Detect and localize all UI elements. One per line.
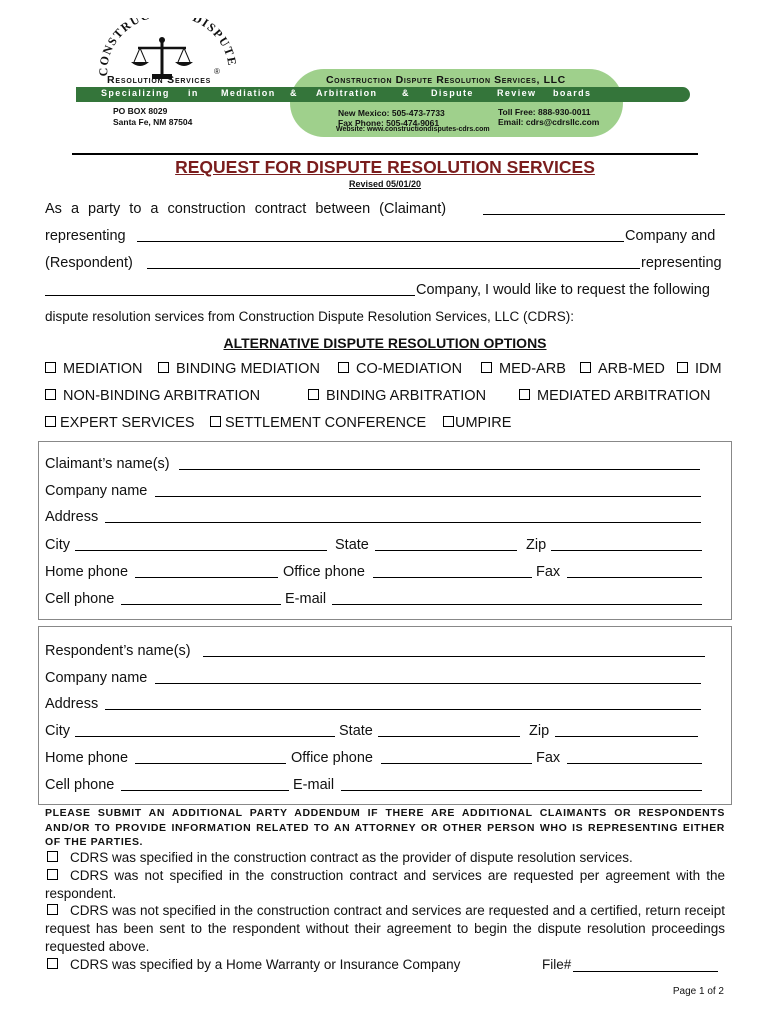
file-number-label: File# xyxy=(542,956,572,972)
field-label: Home phone xyxy=(45,750,129,766)
checkbox[interactable] xyxy=(519,389,530,400)
field-label: Home phone xyxy=(45,564,129,580)
checkbox[interactable] xyxy=(338,362,349,373)
respondent-home-phone-input[interactable] xyxy=(135,750,286,764)
field-label: Fax xyxy=(536,564,561,580)
claimant-city-row xyxy=(45,537,705,553)
option-label: MED-ARB xyxy=(499,361,566,377)
option-mediation[interactable] xyxy=(45,361,142,377)
claimant-home-phone-input[interactable] xyxy=(135,564,278,578)
checkbox[interactable] xyxy=(158,362,169,373)
tagline-word: Dispute xyxy=(431,88,474,98)
checkbox[interactable] xyxy=(443,416,454,427)
option-idm[interactable] xyxy=(677,361,722,377)
field-label: City xyxy=(45,537,70,553)
checkbox[interactable] xyxy=(45,362,56,373)
respondent-city-input[interactable] xyxy=(75,723,335,737)
option-label: MEDIATED ARBITRATION xyxy=(537,388,711,404)
claimant-company-row xyxy=(45,483,705,499)
claimant-cell-input[interactable] xyxy=(121,591,281,605)
logo-arc-text: CONSTRU DISPUTE xyxy=(96,18,240,77)
toll-free: Toll Free: 888-930-0011 xyxy=(498,107,591,117)
registered-mark: ® xyxy=(214,67,220,76)
claimant-cell-row xyxy=(45,591,705,607)
field-label: City xyxy=(45,723,70,739)
field-label: Zip xyxy=(526,537,547,553)
respondent-company-row xyxy=(45,670,705,686)
claimant-state-input[interactable] xyxy=(375,537,517,551)
field-label: Address xyxy=(45,696,99,712)
claimant-address-row xyxy=(45,509,705,525)
option-mediated-arbitration[interactable] xyxy=(519,388,710,404)
intro-text: Company and xyxy=(625,228,716,244)
checkbox[interactable] xyxy=(580,362,591,373)
respondent-address-row xyxy=(45,696,705,712)
checkbox[interactable] xyxy=(47,958,58,969)
field-label: Office phone xyxy=(283,564,365,580)
field-label: Cell phone xyxy=(45,591,115,607)
checkbox[interactable] xyxy=(45,416,56,427)
respondent-state-input[interactable] xyxy=(378,723,520,737)
field-label: Company name xyxy=(45,483,148,499)
claimant-zip-input[interactable] xyxy=(551,537,702,551)
option-co-mediation[interactable] xyxy=(338,361,462,377)
claimant-email-input[interactable] xyxy=(332,591,702,605)
check-item[interactable] xyxy=(45,902,725,955)
option-expert-services[interactable] xyxy=(45,415,195,431)
tagline-word: Arbitration xyxy=(316,88,378,98)
intro-line-2 xyxy=(45,228,725,244)
field-label: Company name xyxy=(45,670,148,686)
company-name: Construction Dispute Resolution Services, LLC xyxy=(326,74,566,86)
intro-text: Company, I would like to request the following xyxy=(416,282,710,298)
city-state: Santa Fe, NM 87504 xyxy=(113,117,193,127)
tagline-word: Review xyxy=(497,88,537,98)
checkbox[interactable] xyxy=(677,362,688,373)
claimant-name-row xyxy=(45,456,705,472)
claimant-company-input[interactable] xyxy=(155,483,701,497)
check-label: CDRS was not specified in the construction contract and services are requested and a certified, return receipt request has been sent to the respondent without their agreement to begin the dispute resolution proceedings requested above. xyxy=(45,903,725,954)
respondent-email-input[interactable] xyxy=(341,777,702,791)
agreement-checks xyxy=(45,849,725,974)
phone-block xyxy=(338,108,445,128)
respondent-phone-row xyxy=(45,750,705,766)
po-box: PO BOX 8029 xyxy=(113,106,168,116)
mailing-address xyxy=(113,106,192,128)
respondent-address-input[interactable] xyxy=(105,696,701,710)
respondent-cell-row xyxy=(45,777,705,793)
website-link[interactable]: Website: www.constructiondisputes-cdrs.com xyxy=(336,126,490,133)
respondent-city-row xyxy=(45,723,705,739)
field-label: E-mail xyxy=(285,591,327,607)
field-label: Claimant’s name(s) xyxy=(45,456,170,472)
option-label: MEDIATION xyxy=(63,361,143,377)
option-settlement-conference[interactable] xyxy=(210,415,426,431)
checkbox[interactable] xyxy=(210,416,221,427)
revised-date: Revised 05/01/20 xyxy=(348,179,422,189)
tagline-word: in xyxy=(188,88,199,98)
checkbox[interactable] xyxy=(47,904,58,915)
tagline-word: Specializing xyxy=(101,88,170,98)
addendum-notice: PLEASE SUBMIT AN ADDITIONAL PARTY ADDENDUM IF THERE ARE ADDITIONAL CLAIMANTS OR RESPONDENTS AND/OR TO PROVIDE INFORMATION RELATED TO AN ATTORNEY OR OTHER PERSON WHO IS REPRESENTING EITHER OF THE PARTIES. xyxy=(45,807,725,848)
respondent-office-phone-input[interactable] xyxy=(381,750,532,764)
option-binding-mediation[interactable] xyxy=(158,361,320,377)
intro-text: (Respondent) xyxy=(45,255,133,271)
respondent-field[interactable] xyxy=(147,255,640,269)
respondent-name-row xyxy=(45,643,705,659)
fax-phone: Fax Phone: 505-474-9061 xyxy=(338,118,440,128)
check-label: CDRS was specified by a Home Warranty or Insurance Company xyxy=(70,956,461,972)
field-label: State xyxy=(339,723,373,739)
intro-text: As a party to a construction contract between (Claimant) xyxy=(45,201,447,217)
field-label: Zip xyxy=(529,723,550,739)
checkbox[interactable] xyxy=(47,851,58,862)
field-label: Respondent’s name(s) xyxy=(45,643,191,659)
contact-block xyxy=(498,107,599,127)
option-label: NON-BINDING ARBITRATION xyxy=(63,388,261,404)
respondent-zip-input[interactable] xyxy=(555,723,698,737)
check-item[interactable] xyxy=(45,956,725,974)
page-title: REQUEST FOR DISPUTE RESOLUTION SERVICES xyxy=(175,157,595,177)
checkbox[interactable] xyxy=(481,362,492,373)
claimant-phone-row xyxy=(45,564,705,580)
email-link[interactable]: Email: cdrs@cdrsllc.com xyxy=(498,117,600,127)
check-item[interactable] xyxy=(45,849,725,867)
field-label: Cell phone xyxy=(45,777,115,793)
intro-text: dispute resolution services from Construction Dispute Resolution Services, LLC (CDRS): xyxy=(45,309,574,324)
intro-line-1 xyxy=(45,201,725,217)
respondent-fax-input[interactable] xyxy=(567,750,702,764)
field-label: Address xyxy=(45,509,99,525)
option-label: SETTLEMENT CONFERENCE xyxy=(225,415,427,431)
respondent-name-input[interactable] xyxy=(203,643,705,657)
options-title: ALTERNATIVE DISPUTE RESOLUTION OPTIONS xyxy=(223,335,547,351)
option-label: IDM xyxy=(695,361,722,377)
option-label: BINDING MEDIATION xyxy=(176,361,320,377)
header-rule xyxy=(72,153,698,155)
file-number-input[interactable] xyxy=(573,958,718,972)
option-label: BINDING ARBITRATION xyxy=(326,388,487,404)
option-label: ARB-MED xyxy=(598,361,665,377)
field-label: Fax xyxy=(536,750,561,766)
field-label: Office phone xyxy=(291,750,373,766)
respondent-cell-input[interactable] xyxy=(121,777,289,791)
claimant-company-field[interactable] xyxy=(137,228,624,242)
check-label: CDRS was specified in the construction contract as the provider of dispute resolution services. xyxy=(70,850,633,865)
page-number: Page 1 of 2 xyxy=(672,986,724,997)
tagline-word: & xyxy=(402,88,410,98)
claimant-address-input[interactable] xyxy=(105,509,701,523)
field-label: State xyxy=(335,537,369,553)
option-arb-med[interactable] xyxy=(580,361,665,377)
tagline-word: boards xyxy=(553,88,592,98)
tagline-word: & xyxy=(290,88,298,98)
check-label: CDRS was not specified in the construction contract and services are requested per agreement with the respondent. xyxy=(45,867,725,901)
nm-phone: New Mexico: 505-473-7733 xyxy=(338,108,445,118)
claimant-name-input[interactable] xyxy=(179,456,700,470)
option-label: UMPIRE xyxy=(455,415,512,431)
claimant-field[interactable] xyxy=(483,201,725,215)
check-item[interactable] xyxy=(45,867,725,903)
logo-subtitle: Resolution Services xyxy=(107,74,212,86)
intro-text: representing xyxy=(45,228,126,244)
claimant-city-input[interactable] xyxy=(75,537,327,551)
intro-line-3 xyxy=(45,255,725,271)
respondent-company-field[interactable] xyxy=(45,282,415,296)
intro-text: representing xyxy=(641,255,722,271)
checkbox[interactable] xyxy=(45,389,56,400)
option-binding-arbitration[interactable] xyxy=(308,388,486,404)
option-med-arb[interactable] xyxy=(481,361,566,377)
option-non-binding-arbitration[interactable] xyxy=(45,388,260,404)
checkbox[interactable] xyxy=(47,869,58,880)
field-label: E-mail xyxy=(293,777,335,793)
option-label: CO-MEDIATION xyxy=(356,361,463,377)
option-label: EXPERT SERVICES xyxy=(60,415,195,431)
claimant-office-phone-input[interactable] xyxy=(373,564,532,578)
checkbox[interactable] xyxy=(308,389,319,400)
respondent-company-input[interactable] xyxy=(155,670,701,684)
tagline-word: Mediation xyxy=(221,88,276,98)
option-umpire[interactable] xyxy=(443,415,511,431)
claimant-fax-input[interactable] xyxy=(567,564,702,578)
